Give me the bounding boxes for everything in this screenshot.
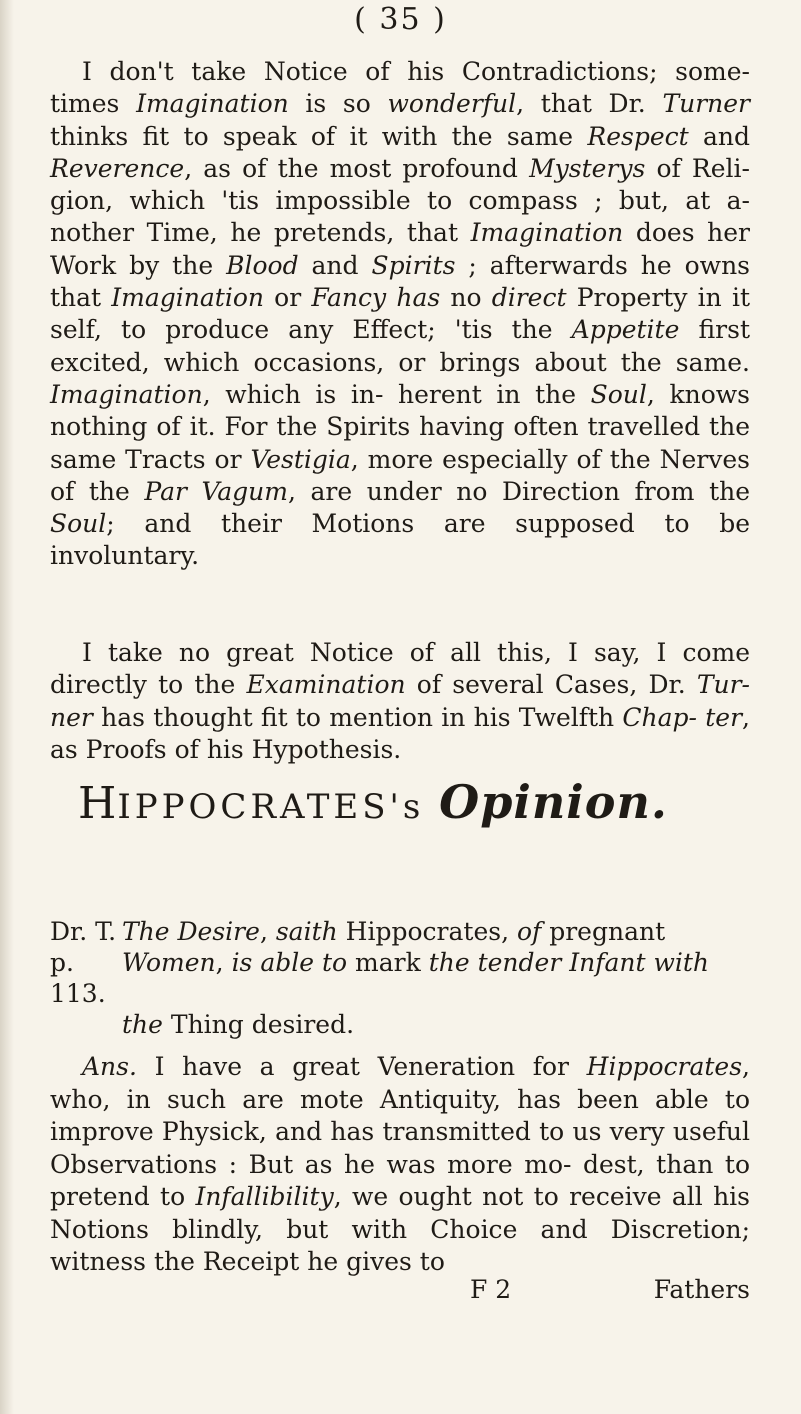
italic-run: direct: [491, 283, 567, 313]
italic-run: Hippocrates: [586, 1052, 743, 1081]
italic-run: is able to: [231, 948, 348, 977]
body-paragraph-2: [50, 637, 750, 766]
text-run: times: [50, 89, 137, 119]
italic-run: Women: [122, 948, 216, 977]
heading-initial: H: [78, 778, 118, 829]
reference-row-1: [50, 916, 750, 947]
reference-marginal-2: p. 113.: [50, 948, 106, 1008]
text-run: of Reli- gion, which 'tis impossible to compass ; but, at a- nother Time, he pretends, that: [50, 153, 750, 248]
text-run: Property in it self, to produce any Effect; 'tis the: [50, 283, 750, 345]
italic-run: saith: [275, 917, 338, 946]
answer-text: [50, 1051, 750, 1279]
text-run: Hippocrates,: [337, 917, 517, 946]
text-run: ; afterwards he owns that: [50, 250, 751, 313]
binding-gutter: [0, 0, 14, 1414]
text-run: ; and their Motions are supposed to be involuntary.: [50, 509, 750, 571]
reference-row-2: [50, 947, 750, 1009]
italic-run: Chap- ter: [622, 702, 743, 732]
reference-line-1: [122, 916, 750, 947]
heading-opinion: Opinion.: [439, 775, 668, 829]
text-run: I don't take Notice of his Contradictions; some-: [82, 57, 750, 86]
text-run: no: [440, 283, 492, 313]
italic-run: Fancy has: [311, 283, 441, 313]
italic-run: the: [122, 1010, 163, 1039]
italic-run: Turner: [662, 89, 751, 119]
italic-run: Spirits: [371, 250, 456, 280]
italic-run: Soul: [590, 379, 647, 409]
italic-run: Vestigia: [250, 444, 351, 474]
text-run: mark: [347, 948, 429, 977]
italic-run: the tender Infant with: [428, 948, 709, 977]
heading-caps: IPPOCRATES: [117, 787, 390, 827]
section-heading: [78, 775, 758, 829]
italic-run: Infallibility: [195, 1182, 334, 1211]
text-run: , more especially of the Nerves of the: [50, 444, 750, 506]
italic-run: Soul: [50, 509, 107, 539]
italic-run: The Desire: [122, 917, 260, 946]
text-run: , are under no Direction from the: [288, 476, 751, 506]
text-run: has thought fit to mention in his Twelfth: [92, 702, 623, 732]
text-run: , as of the most profound: [184, 153, 530, 183]
signature-mark: F 2: [470, 1275, 512, 1304]
italic-run: Tur- ner: [50, 670, 750, 732]
reference-marginal-1: Dr. T.: [50, 917, 117, 946]
catchword: Fathers: [653, 1275, 750, 1304]
text-run: or: [263, 283, 312, 313]
text-run: , that Dr.: [516, 89, 663, 119]
italic-run: Blood: [226, 250, 299, 280]
italic-run: Respect: [587, 121, 689, 151]
italic-run: Mysterys: [529, 153, 646, 183]
page-number: ( 35 ): [354, 2, 447, 37]
text-run: first excited, which occasions, or brings about the same.: [50, 315, 750, 377]
italic-run: Reverence: [50, 153, 185, 183]
text-run: and: [688, 121, 750, 151]
page-footer: [470, 1275, 750, 1304]
text-run: , we ought not to receive all his Notions blindly, but with Choice and Discretion; witness the Receipt he gives to: [50, 1182, 750, 1276]
heading-possessive: 's: [389, 787, 440, 827]
reference-line-2: [122, 947, 750, 1009]
paragraph-2-text: [50, 637, 750, 766]
text-run: , as Proofs of his Hypothesis.: [50, 702, 750, 764]
italic-run: Imagination: [111, 283, 264, 313]
text-run: does her Work by the: [50, 218, 750, 280]
text-run: I have a great Veneration for: [136, 1052, 587, 1081]
text-run: of several Cases, Dr.: [405, 670, 697, 700]
answer-paragraph: [50, 1026, 750, 1304]
italic-run: wonderful: [387, 89, 517, 119]
text-run: ,: [215, 948, 232, 977]
italic-run: Imagination: [470, 218, 624, 248]
italic-run: Ans.: [82, 1052, 137, 1081]
text-run: ,: [259, 917, 276, 946]
text-run: Thing desired.: [162, 1010, 355, 1039]
italic-run: of: [516, 917, 542, 946]
body-paragraph-1: [50, 56, 750, 573]
italic-run: Imagination: [136, 89, 289, 119]
text-run: and: [298, 250, 372, 280]
text-run: thinks fit to speak of it with the same: [50, 121, 588, 151]
text-run: , who, in such are mote Antiquity, has been able to improve Physick, and has transmitted to us very useful Observations : But as he was more mo- dest, than to pretend to: [50, 1052, 750, 1211]
italic-run: Imagination: [50, 379, 203, 409]
italic-run: Par Vagum: [144, 476, 288, 506]
text-run: , knows nothing of it. For the Spirits having often travelled the same Tracts or: [50, 379, 750, 474]
italic-run: Appetite: [571, 315, 680, 345]
quoted-reference: [50, 916, 750, 1040]
paragraph-1-text: [50, 56, 750, 573]
text-run: is so: [288, 89, 388, 119]
text-run: pregnant: [541, 917, 666, 946]
italic-run: Examination: [246, 670, 406, 700]
text-run: I take no great Notice of all this, I say, I come directly to the: [50, 638, 750, 700]
text-run: , which is in- herent in the: [202, 379, 591, 409]
